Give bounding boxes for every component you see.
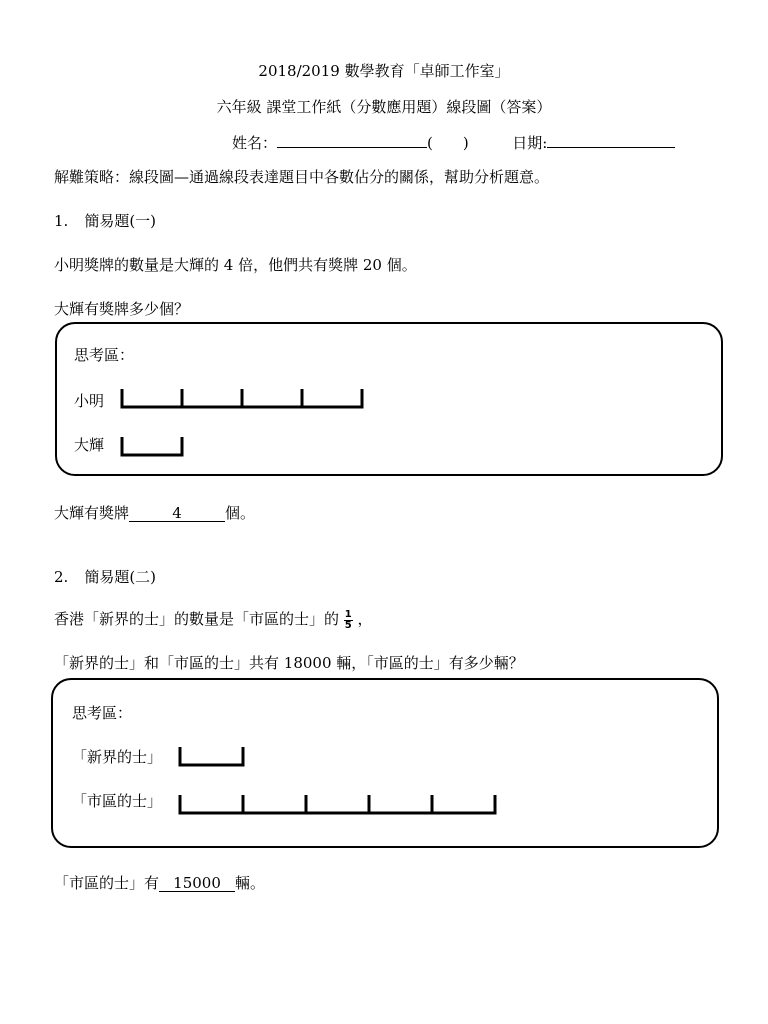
q2-answer-suffix: 輛。 [235, 874, 266, 892]
q1-answer-line [54, 502, 255, 523]
q2-row2-label: 「市區的士」 [72, 792, 163, 810]
q1-question: 大輝有獎牌多少個？ [54, 300, 190, 318]
worksheet-subtitle: 六年級 課堂工作紙（分數應用題）線段圖（答案） [216, 98, 552, 116]
name-label: 姓名： [232, 134, 278, 152]
name-field[interactable] [277, 147, 427, 148]
q2-answer-line [54, 872, 265, 893]
class-number-field[interactable]: ( ) [427, 134, 469, 152]
q2-text-after: ， [357, 610, 373, 628]
q1-heading-text: 簡易題(一) [84, 212, 157, 230]
q2-answer-prefix: 「市區的士」有 [54, 874, 160, 892]
q2-think-label: 思考區： [72, 704, 133, 722]
q1-answer-prefix: 大輝有獎牌 [54, 504, 130, 522]
q1-think-label: 思考區： [74, 346, 135, 364]
q2-text2: 「新界的士」和「市區的士」共有 18000 輛，「市區的士」有多少輛？ [54, 654, 524, 672]
q1-number: 1. [54, 212, 69, 230]
q2-heading [54, 566, 156, 587]
q1-row1-label: 小明 [74, 392, 105, 410]
q2-answer-field[interactable]: 15000 [159, 875, 235, 892]
fraction-denominator: 5 [344, 619, 352, 631]
name-date-line [232, 132, 675, 153]
q1-xiaoming-segment-bar [116, 386, 376, 412]
q2-row1-label: 「新界的士」 [72, 748, 163, 766]
q1-text: 小明獎牌的數量是大輝的 4 倍，他們共有獎牌 20 個。 [54, 256, 417, 274]
q2-heading-text: 簡易題(二) [84, 568, 157, 586]
date-field[interactable] [547, 147, 675, 148]
fraction-numerator: 1 [344, 608, 352, 620]
q1-heading [54, 210, 156, 231]
worksheet-title: 2018/2019 數學教育「卓師工作室」 [258, 62, 510, 80]
q1-answer-suffix: 個。 [225, 504, 256, 522]
q1-row2-label: 大輝 [74, 436, 105, 454]
q2-urban-taxi-segment-bar [174, 792, 504, 818]
q1-dahui-segment-bar [116, 434, 196, 460]
q2-new-territories-taxi-segment-bar [174, 744, 254, 770]
q2-text [54, 604, 373, 634]
date-label: 日期: [512, 134, 548, 152]
q2-fraction [344, 610, 353, 631]
q1-answer-field[interactable]: 4 [129, 505, 225, 522]
strategy-text: 解難策略：線段圖—通過線段表達題目中各數佔分的關係，幫助分析題意。 [54, 168, 550, 186]
q2-text-before: 香港「新界的士」的數量是「市區的士」的 [54, 610, 340, 628]
q2-number: 2. [54, 568, 69, 586]
